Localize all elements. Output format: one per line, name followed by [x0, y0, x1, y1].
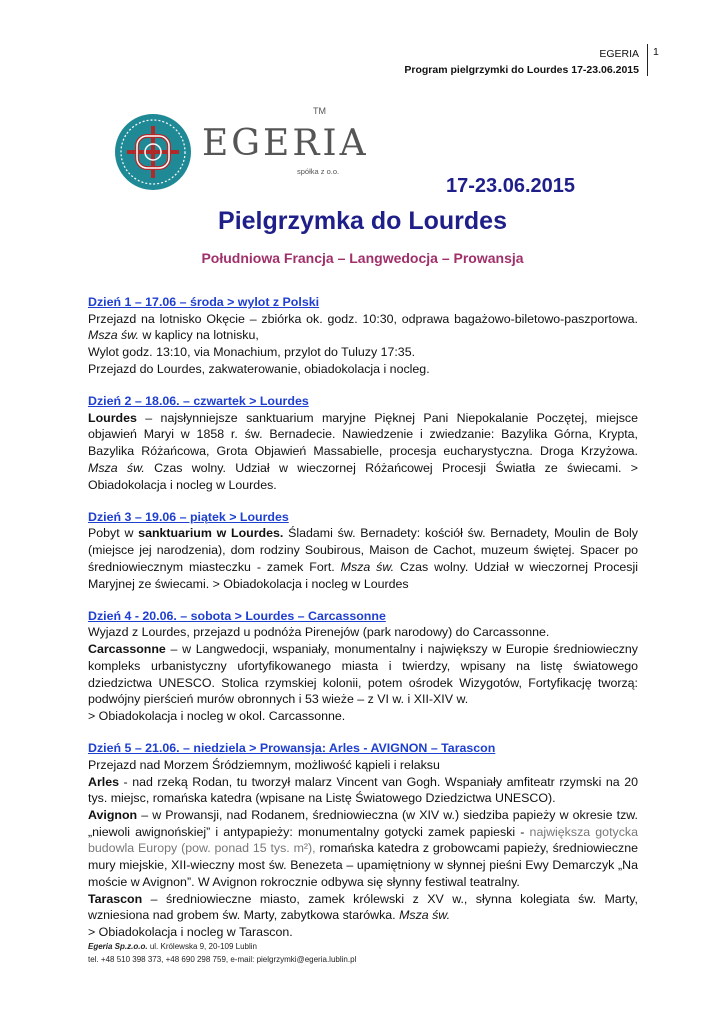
trademark-mark: TM	[313, 106, 326, 116]
day-1-heading: Dzień 1 – 17.06 – środa > wylot z Polski	[88, 295, 320, 309]
day-4-text: – w Langwedocji, wspaniały, monumentalny i największy w Europie średniowieczny kompleks urbanistyczny ufortyfikowanego miasta i twierdzy, wpisany na listę światowego dziedzictwa UNESCO. Stolica rzymskiej kolonii, potem ośrodek Wizygotów, Fortyfikację tworzą: podwójny pierścień murów obronnych i 53 wieże – z VI w. i XII-XIV w.	[88, 642, 638, 707]
day-4	[88, 608, 638, 725]
avignon-highlight: największa gotycka budowla Europy (pow. ponad 15 tys. m²),	[88, 824, 638, 856]
page-subtitle: Południowa Francja – Langwedocja – Prowansja	[201, 250, 524, 266]
day-1-flight: Wylot godz. 13:10, via Monachium, przylot do Tuluzy 17:35.	[88, 345, 416, 360]
mass-label: Msza św.	[399, 908, 451, 923]
header-divider	[647, 44, 648, 76]
day-5-lodging: > Obiadokolacja i nocleg w Tarascon.	[88, 924, 293, 939]
day-3-paragraph	[88, 525, 638, 592]
day-5-transfer: Przejazd nad Morzem Śródziemnym, możliwość kąpieli i relaksu	[88, 757, 440, 772]
place-name: Carcassonne	[88, 642, 166, 657]
day-4-transfer: Wyjazd z Lourdes, przejazd u podnóża Pirenejów (park narodowy) do Carcassonne.	[88, 625, 550, 640]
day-5-tarascon	[88, 891, 638, 924]
avignon-text-end: romańska katedra z grobowcami papieży, średniowieczne mury miejskie, XII-wieczny most św. Benezeta – upamiętniony w słynnej pieśni Ewy Demarczyk „Na moście w Avignon”. W Avignon rokrocznie odbywa się słynny festiwal teatralny.	[88, 841, 638, 889]
place-name: Tarascon	[88, 891, 143, 906]
day-4-paragraph	[88, 641, 638, 708]
footer-contact: tel. +48 510 398 373, +48 690 298 759, e-mail: pielgrzymki@egeria.lublin.pl	[88, 955, 357, 964]
day-3-heading: Dzień 3 – 19.06 – piątek > Lourdes	[88, 509, 289, 524]
trip-dates: 17-23.06.2015	[446, 175, 576, 197]
page-footer	[88, 940, 356, 966]
egeria-logo-icon	[113, 112, 193, 192]
day-3-text-start: Pobyt w	[88, 526, 134, 541]
avignon-text: – w Prowansji, nad Rodanem, średniowieczna (w XIV w.) siedziba papieży w okresie tzw. „niewoli awignońskiej” i antypapieży: monumentalny gotycki zamek papieski -	[88, 807, 638, 839]
mass-label: Msza św.	[88, 328, 139, 343]
day-5-avignon	[88, 807, 638, 891]
itinerary	[88, 294, 638, 956]
day-4-heading: Dzień 4 - 20.06. – sobota > Lourdes – Carcassonne	[88, 608, 386, 623]
logo-wordmark: EGERIA	[202, 123, 369, 164]
day-1-transfer: Przejazd do Lourdes, zakwaterowanie, obiadokolacja i nocleg.	[88, 361, 430, 376]
day-1-text-end: w kaplicy na lotnisku,	[142, 328, 259, 343]
header-subtitle: Program pielgrzymki do Lourdes 17-23.06.2015	[404, 64, 639, 76]
place-name: Avignon	[88, 807, 138, 822]
footer-company: Egeria Sp.z.o.o.	[88, 942, 148, 951]
logo-tagline: spółka z o.o.	[297, 167, 340, 176]
page-number: 1	[653, 46, 659, 58]
day-1-text: Przejazd na lotnisko Okęcie – zbiórka ok. godz. 10:30, odprawa bagażowo-biletowo-paszportowa.	[88, 311, 638, 326]
arles-text: - nad rzeką Rodan, tu tworzył malarz Vincent van Gogh. Wspaniały amfiteatr rzymski na 20 tys. miejsc, romańska katedra (wpisane na Listę Światowego Dziedzictwa UNESCO).	[88, 774, 638, 806]
mass-label: Msza św.	[340, 559, 395, 574]
header-company: EGERIA	[599, 48, 639, 60]
tarascon-text: – średniowieczne miasto, zamek królewski z XV w., słynna kolegiata św. Marty, wzniesiona nad grobem św. Marty, zabytkowa starówka.	[88, 891, 638, 923]
day-1-paragraph	[88, 311, 638, 344]
day-2-paragraph	[88, 410, 638, 494]
page-header	[404, 46, 639, 78]
footer-address-line	[88, 940, 356, 953]
day-5-heading: Dzień 5 – 21.06. – niedziela > Prowansja: Arles - AVIGNON – Tarascon	[88, 741, 496, 756]
place-name: sanktuarium w Lourdes.	[138, 526, 284, 541]
day-1	[88, 294, 638, 378]
day-2	[88, 393, 638, 493]
day-3-text: Śladami św. Bernadety: kościół św. Bernadety, Moulin de Boly (miejsce jej narodzenia), dom rodziny Soubirous, Maison de Cachot, muzeum świętej. Spacer po średniowiecznym miasteczku - zamek Fort.	[88, 526, 638, 574]
place-name: Lourdes	[88, 410, 137, 425]
day-3	[88, 509, 638, 593]
day-2-text-end: Czas wolny. Udział w wieczornej Różańcowej Procesji Światła ze świecami. > Obiadokolacja i nocleg w Lourdes.	[88, 460, 638, 492]
footer-address: ul. Królewska 9, 20-109 Lublin	[149, 942, 257, 951]
day-4-lodging: > Obiadokolacja i nocleg w okol. Carcassonne.	[88, 708, 346, 723]
day-2-heading: Dzień 2 – 18.06. – czwartek > Lourdes	[88, 394, 309, 409]
day-2-text: – najsłynniejsze sanktuarium maryjne Pięknej Pani Niepokalanie Poczętej, miejsce objawień Maryi w 1858 r. św. Bernadecie. Nawiedzenie i zwiedzanie: Bazylika Górna, Krypta, Bazylika Różańcowa, Grota Objawień Massabielle, procesja eucharystyczna. Droga Krzyżowa.	[88, 410, 638, 459]
day-3-text-end: Czas wolny. Udział w wieczornej Procesji Maryjnej ze świecami. > Obiadokolacja i nocleg w Lourdes	[88, 559, 638, 591]
day-5	[88, 740, 638, 940]
page-title: Pielgrzymka do Lourdes	[218, 207, 507, 235]
place-name: Arles	[88, 774, 119, 789]
day-5-arles	[88, 774, 638, 807]
mass-label: Msza św.	[88, 460, 145, 475]
